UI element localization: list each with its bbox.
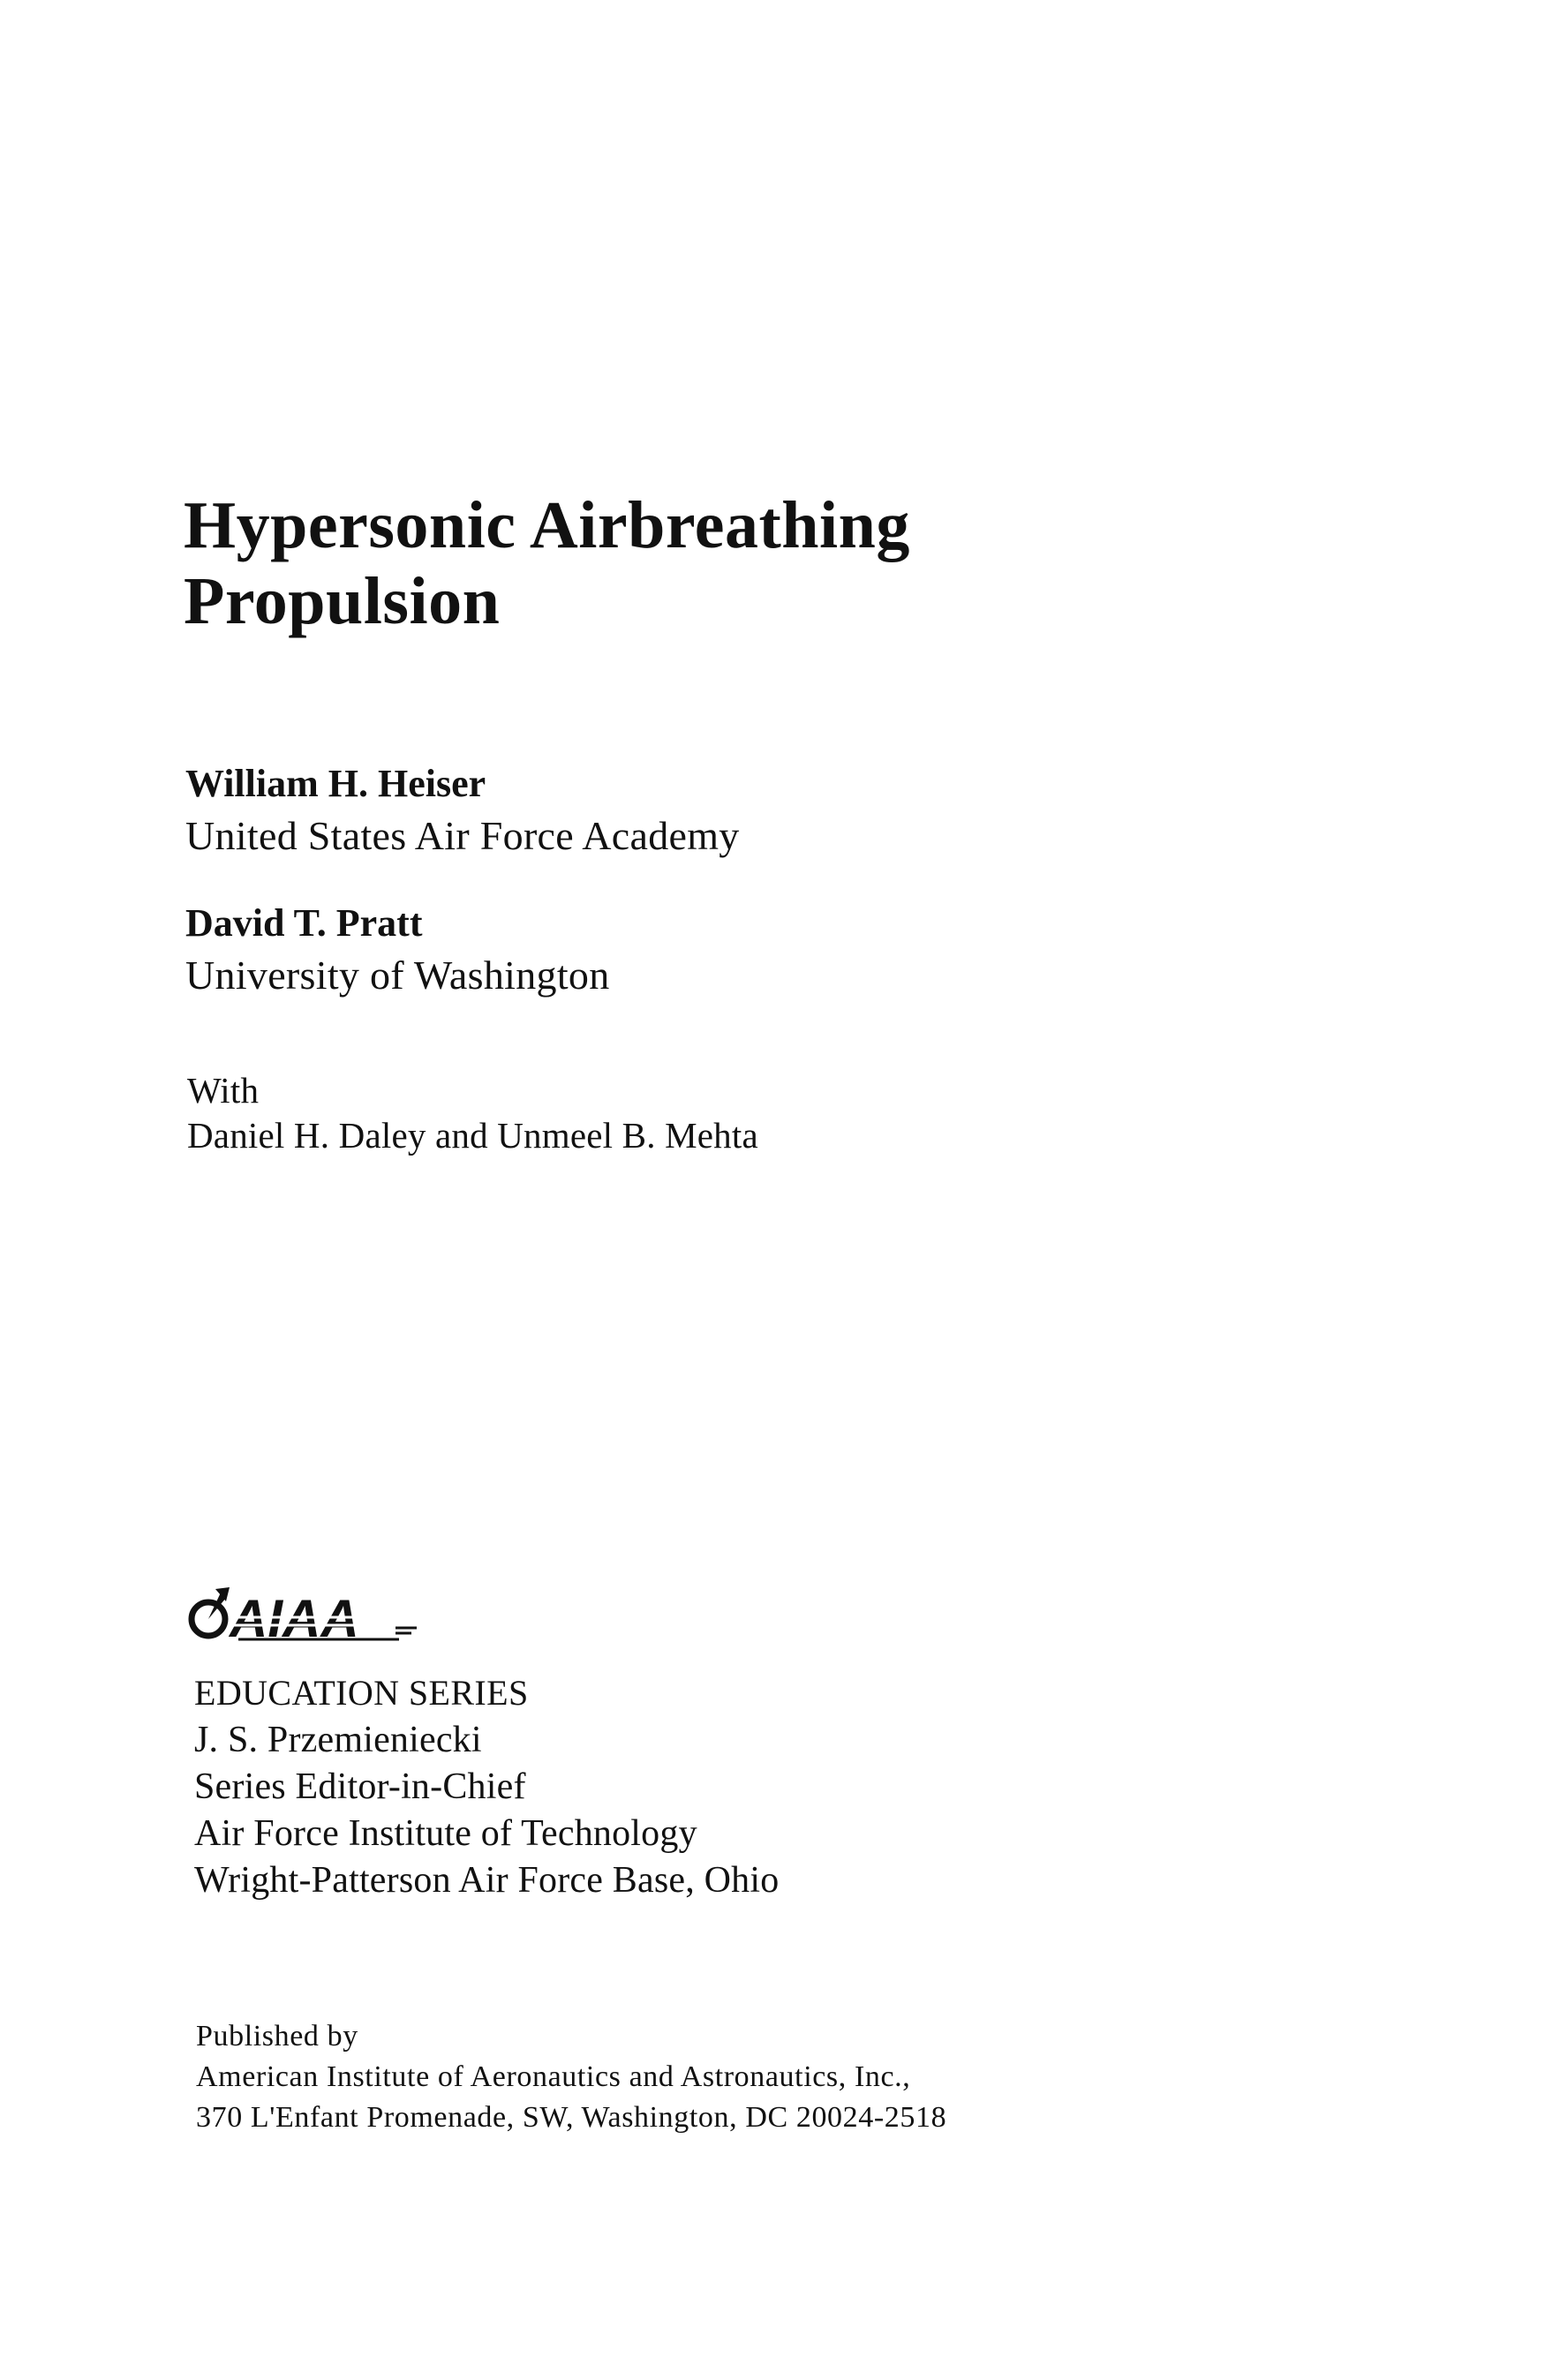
contributor-names: Daniel H. Daley and Unmeel B. Mehta xyxy=(187,1115,758,1156)
published-by-label: Published by xyxy=(196,2020,358,2052)
book-title-line-1: Hypersonic Airbreathing xyxy=(184,488,910,562)
series-heading: EDUCATION SERIES xyxy=(194,1673,529,1713)
author-affiliation-pratt: University of Washington xyxy=(185,953,610,998)
publisher-name: American Institute of Aeronautics and Astronautics, Inc., xyxy=(196,2060,911,2093)
author-affiliation-heiser: United States Air Force Academy xyxy=(185,813,740,858)
aiaa-logo-text: AIAA xyxy=(230,1589,359,1644)
series-editor: J. S. Przemieniecki xyxy=(194,1720,482,1760)
book-title-line-2: Propulsion xyxy=(184,564,501,638)
author-name-heiser: William H. Heiser xyxy=(185,762,486,805)
series-institution: Air Force Institute of Technology xyxy=(194,1813,697,1854)
series-location: Wright-Patterson Air Force Base, Ohio xyxy=(194,1860,780,1901)
with-label: With xyxy=(187,1070,260,1111)
series-editor-role: Series Editor-in-Chief xyxy=(194,1766,526,1807)
aiaa-logo-icon xyxy=(185,1582,441,1644)
publisher-address: 370 L'Enfant Promenade, SW, Washington, DC 20024-2518 xyxy=(196,2101,947,2134)
author-name-pratt: David T. Pratt xyxy=(185,901,423,945)
